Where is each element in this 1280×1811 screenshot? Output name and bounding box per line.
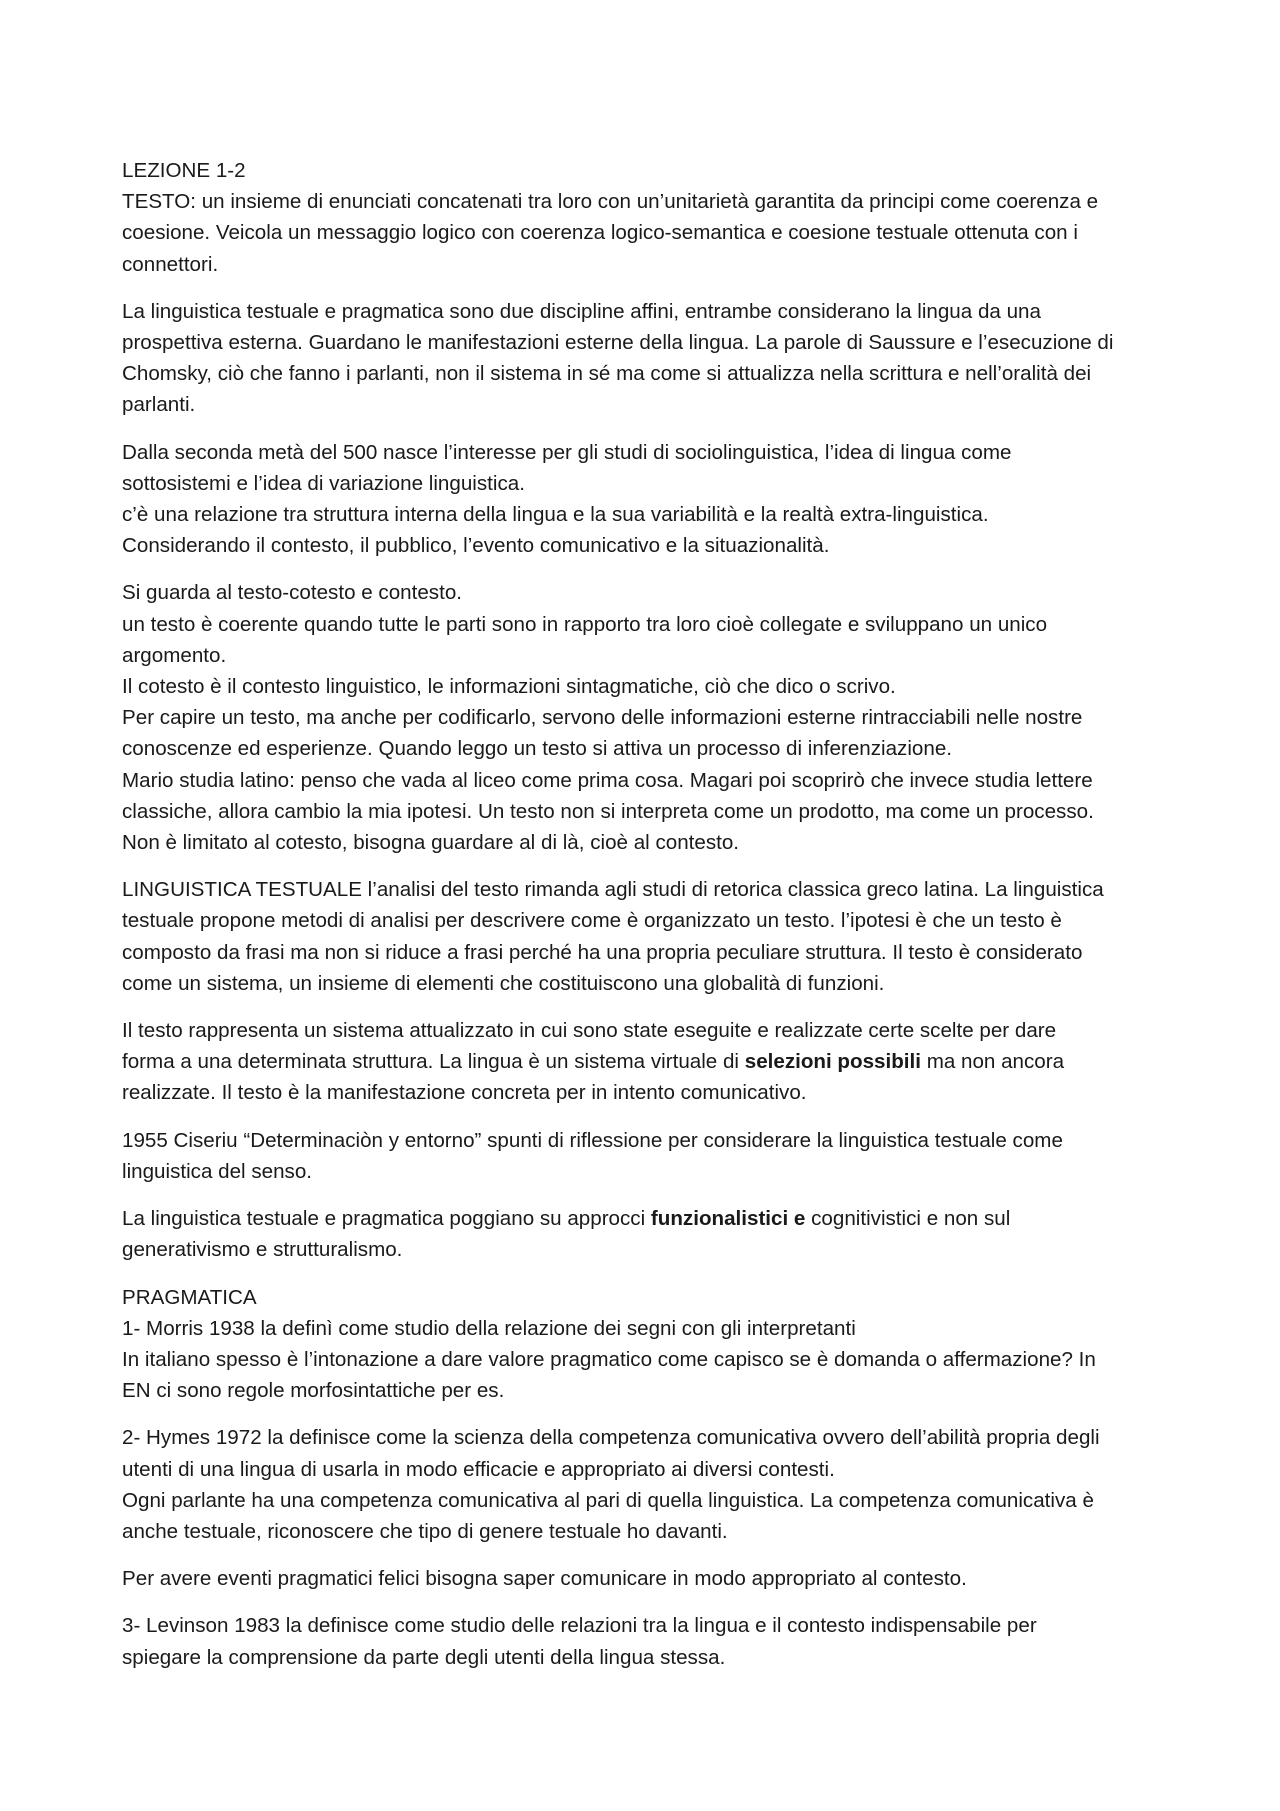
text-line: parlanti.	[122, 393, 196, 417]
text-line: EN ci sono regole morfosintattiche per es.	[122, 1379, 505, 1403]
text-line: In italiano spesso è l’intonazione a dare valore pragmatico come capisco se è domanda o affermazione? In	[122, 1347, 1096, 1371]
paragraph-pragmatica-morris	[122, 1282, 1172, 1407]
text-segment: forma a una determinata struttura. La lingua è un sistema virtuale di	[122, 1050, 745, 1074]
section-heading-lezione: LEZIONE 1-2	[122, 159, 246, 182]
text-line: argomento.	[122, 643, 227, 667]
text-line: spiegare la comprensione da parte degli utenti della lingua stessa.	[122, 1645, 726, 1669]
text-segment: La linguistica testuale e pragmatica poggiano su approcci	[122, 1207, 651, 1231]
paragraph-sociolinguistica	[122, 437, 1172, 562]
text-line: anche testuale, riconoscere che tipo di genere testuale ho davanti.	[122, 1519, 728, 1543]
text-line: La linguistica testuale e pragmatica sono due discipline affini, entrambe considerano la lingua da una	[122, 299, 1041, 323]
text-line: Il cotesto è il contesto linguistico, le informazioni sintagmatiche, ciò che dico o scrivo.	[122, 675, 896, 699]
text-line: 1955 Ciseriu “Determinaciòn y entorno” spunti di riflessione per considerare la linguistica testuale come	[122, 1128, 1063, 1152]
text-line: Per capire un testo, ma anche per codificarlo, servono delle informazioni esterne rintracciabili nelle nostre	[122, 706, 1083, 730]
text-line: Ogni parlante ha una competenza comunicativa al pari di quella linguistica. La competenza comunicativa è	[122, 1488, 1094, 1512]
text-line: coesione. Veicola un messaggio logico con coerenza logico-semantica e coesione testuale ottenuta con i	[122, 221, 1078, 245]
bold-term-funzionalistici: funzionalistici e	[650, 1207, 806, 1231]
bold-term-selezioni-possibili: selezioni possibili	[744, 1050, 921, 1074]
text-line: un testo è coerente quando tutte le parti sono in rapporto tra loro cioè collegate e sviluppano un unico	[122, 612, 1048, 636]
paragraph-eventi-pragmatici	[122, 1563, 1172, 1594]
paragraph-approcci	[122, 1203, 1172, 1265]
text-line-with-bold	[122, 1046, 1172, 1077]
text-line: Per avere eventi pragmatici felici bisogna saper comunicare in modo appropriato al contesto.	[122, 1567, 967, 1591]
text-line: Chomsky, ciò che fanno i parlanti, non il sistema in sé ma come si attualizza nella scrittura e nell’oralità dei	[122, 362, 1092, 386]
paragraph-sistema-attualizzato	[122, 1015, 1172, 1109]
text-line: 1- Morris 1938 la definì come studio della relazione dei segni con gli interpretanti	[122, 1316, 856, 1340]
text-line: sottosistemi e l’idea di variazione linguistica.	[122, 471, 525, 495]
text-segment: ma non ancora	[920, 1050, 1065, 1074]
text-line: Dalla seconda metà del 500 nasce l’interesse per gli studi di sociolinguistica, l’idea di lingua come	[122, 440, 1012, 464]
paragraph-linguistica-testuale	[122, 874, 1172, 999]
text-line: connettori.	[122, 252, 219, 276]
paragraph-ciseriu	[122, 1125, 1172, 1187]
text-line: realizzate. Il testo è la manifestazione concreta per in intento comunicativo.	[122, 1081, 807, 1105]
paragraph-lezione-testo	[122, 155, 1172, 280]
text-line: linguistica del senso.	[122, 1159, 313, 1183]
text-line: Non è limitato al cotesto, bisogna guardare al di là, cioè al contesto.	[122, 831, 740, 855]
paragraph-cotesto-contesto	[122, 577, 1172, 858]
text-line-with-bold	[122, 1203, 1172, 1234]
text-line: Considerando il contesto, il pubblico, l’evento comunicativo e la situazionalità.	[122, 534, 830, 558]
text-line: prospettiva esterna. Guardano le manifestazioni esterne della lingua. La parole di Saussure e l’esecuzione di	[122, 331, 1114, 355]
section-heading-pragmatica: PRAGMATICA	[122, 1285, 257, 1309]
text-line: 2- Hymes 1972 la definisce come la scienza della competenza comunicativa ovvero dell’abilità propria degli	[122, 1426, 1100, 1450]
paragraph-linguistica-pragmatica	[122, 296, 1172, 421]
text-segment: cognitivistici e non sul	[805, 1207, 1011, 1231]
text-line: Si guarda al testo-cotesto e contesto.	[122, 581, 462, 605]
text-line: testuale propone metodi di analisi per descrivere come è organizzato un testo. l’ipotesi è che un testo è	[122, 909, 1062, 933]
text-line: TESTO: un insieme di enunciati concatenati tra loro con un’unitarietà garantita da principi come coerenza e	[122, 190, 1099, 214]
text-line: Mario studia latino: penso che vada al liceo come prima cosa. Magari poi scoprirò che invece studia lettere	[122, 768, 1093, 792]
text-line: classiche, allora cambio la mia ipotesi. Un testo non si interpreta come un prodotto, ma come un processo.	[122, 799, 1094, 823]
text-line: c’è una relazione tra struttura interna della lingua e la sua variabilità e la realtà extra-linguistica.	[122, 503, 989, 527]
text-line: generativismo e strutturalismo.	[122, 1238, 403, 1262]
text-line: conoscenze ed esperienze. Quando leggo un testo si attiva un processo di inferenziazione.	[122, 737, 953, 761]
text-line: composto da frasi ma non si riduce a frasi perché ha una propria peculiare struttura. Il testo è considerato	[122, 940, 1083, 964]
paragraph-levinson	[122, 1610, 1172, 1672]
document-page	[122, 155, 1172, 1689]
text-line: 3- Levinson 1983 la definisce come studio delle relazioni tra la lingua e il contesto indispensabile per	[122, 1614, 1037, 1638]
paragraph-hymes	[122, 1422, 1172, 1547]
text-line: utenti di una lingua di usarla in modo efficacie e appropriato ai diversi contesti.	[122, 1457, 835, 1481]
text-line: Il testo rappresenta un sistema attualizzato in cui sono state eseguite e realizzate certe scelte per dare	[122, 1019, 1057, 1043]
text-line: come un sistema, un insieme di elementi che costituiscono una globalità di funzioni.	[122, 971, 885, 995]
text-line: LINGUISTICA TESTUALE l’analisi del testo rimanda agli studi di retorica classica greco latina. La linguistica	[122, 878, 1104, 902]
